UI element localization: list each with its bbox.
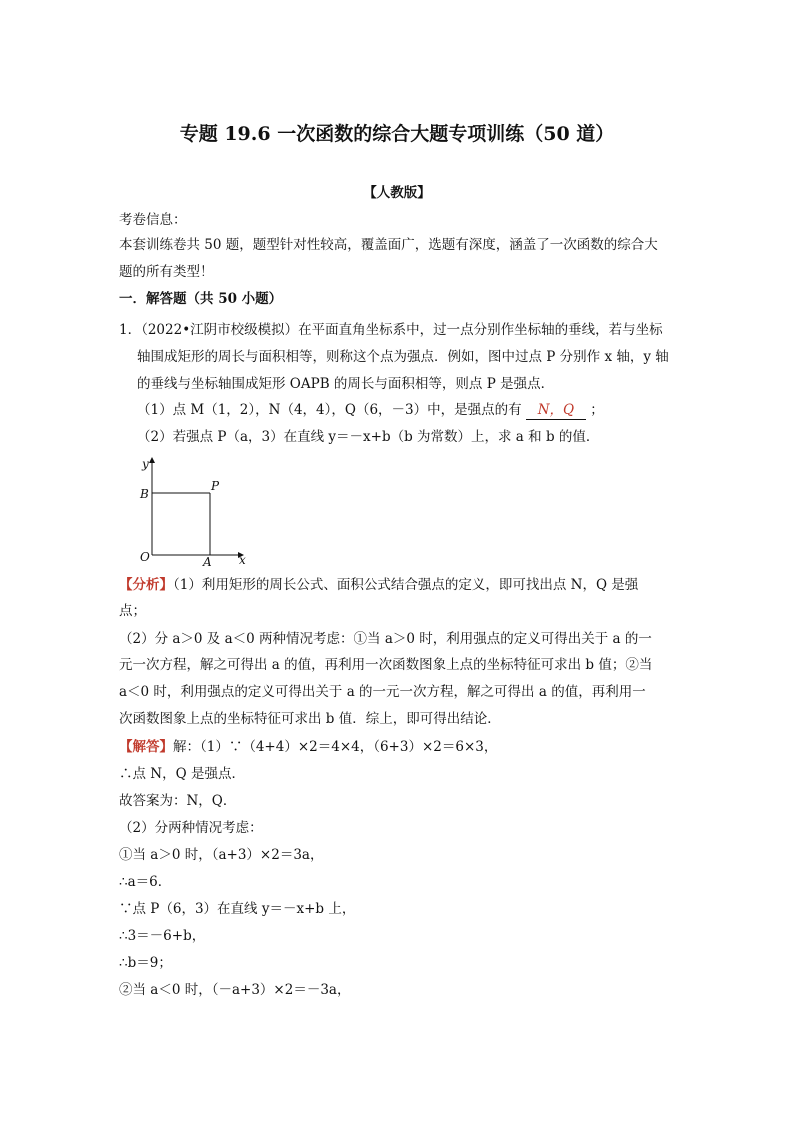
part1-text: （1）点 M（1，2），N（4，4），Q（6，－3）中，是强点的有: [137, 402, 522, 418]
y-axis-arrow-icon: [149, 457, 155, 463]
solution-line-1: 【解答】解：（1）∵（4+4）×2＝4×4，（6+3）×2＝6×3，: [119, 739, 498, 755]
analysis-line-6: 次函数图象上点的坐标特征可求出 b 值．综上，即可得出结论．: [119, 711, 501, 727]
label-b: B: [140, 487, 149, 501]
solution-line-4: （2）分两种情况考虑：: [119, 820, 263, 836]
label-y: y: [142, 457, 149, 471]
analysis-tag: 【分析】: [119, 577, 173, 593]
question-line-1: 1．（2022•江阴市校级模拟）在平面直角坐标系中，过一点分别作坐标轴的垂线，若与坐标: [119, 322, 663, 338]
solution-line-5: ①当 a＞0 时，（a+3）×2＝3a，: [119, 847, 324, 863]
solution-line-3: 故答案为：N，Q．: [119, 793, 237, 809]
question-line-2: 轴围成矩形的周长与面积相等，则称这个点为强点．例如，图中过点 P 分别作 x 轴，y 轴: [137, 349, 669, 365]
question-line-3: 的垂线与坐标轴围成矩形 OAPB 的周长与面积相等，则点 P 是强点．: [137, 376, 555, 392]
label-x: x: [239, 553, 246, 567]
analysis-line-4: 元一次方程，解之可得出 a 的值，再利用一次函数图象上点的坐标特征可求出 b 值；②当: [119, 657, 653, 673]
info-text-2: 题的所有类型！: [119, 264, 214, 280]
question-part-2: （2）若强点 P（a，3）在直线 y＝－x+b（b 为常数）上，求 a 和 b 的值．: [137, 429, 600, 445]
solution-line-8: ∴3＝－6+b，: [119, 928, 206, 944]
solution-line-7: ∵点 P（6，3）在直线 y＝－x+b 上，: [119, 901, 356, 917]
edition-label: 【人教版】: [363, 185, 431, 201]
label-o: O: [140, 550, 150, 564]
info-label: 考卷信息：: [119, 212, 187, 228]
solution-line-6: ∴a＝6．: [119, 874, 172, 890]
solution-line-10: ②当 a＜0 时，（－a+3）×2＝－3a，: [119, 982, 351, 998]
analysis-line-3: （2）分 a＞0 及 a＜0 两种情况考虑：①当 a＞0 时，利用强点的定义可得出关于 a 的一: [119, 631, 652, 647]
coordinate-figure: [138, 455, 248, 570]
label-p: P: [211, 479, 220, 493]
solution-tag: 【解答】: [119, 739, 173, 755]
part1-answer: N，Q: [526, 401, 586, 420]
solution-line-9: ∴b＝9；: [119, 955, 172, 971]
part1-post: ；: [590, 402, 604, 418]
section-heading: 一．解答题（共 50 小题）: [119, 291, 283, 307]
page-title: 专题 19.6 一次函数的综合大题专项训练（50 道）: [179, 123, 615, 145]
analysis-line-1: 【分析】（1）利用矩形的周长公式、面积公式结合强点的定义，即可找出点 N，Q 是强: [119, 577, 639, 593]
analysis-line-5: a＜0 时，利用强点的定义可得出关于 a 的一元一次方程，解之可得出 a 的值，再利用一: [119, 684, 646, 700]
question-part-1: [137, 401, 604, 420]
solution-line-2: ∴点 N，Q 是强点．: [119, 766, 245, 782]
label-a: A: [203, 555, 212, 569]
info-text-1: 本套训练卷共 50 题，题型针对性较高，覆盖面广，选题有深度，涵盖了一次函数的综合大: [119, 237, 658, 253]
analysis-line-2: 点；: [119, 603, 146, 619]
